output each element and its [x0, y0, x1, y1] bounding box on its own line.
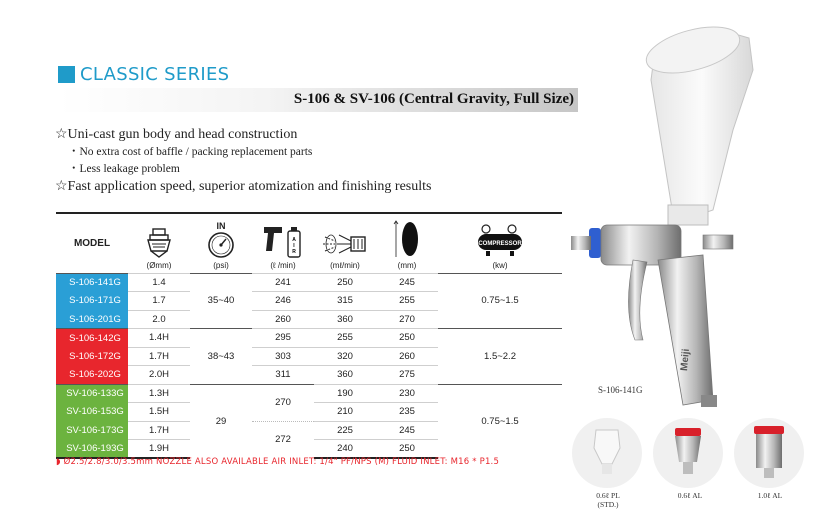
table-row	[56, 329, 562, 348]
model-cell: S-106-142G	[56, 329, 128, 348]
power-cell: 0.75~1.5	[438, 273, 562, 329]
spray-pattern-icon	[392, 219, 422, 259]
pattern-cell: 260	[376, 347, 438, 366]
fluid-output-icon	[321, 229, 369, 259]
table-row	[56, 384, 562, 403]
nozzle-icon	[143, 227, 175, 259]
model-cell: S-106-141G	[56, 273, 128, 292]
pattern-cell: 250	[376, 329, 438, 348]
fluid-cell: 360	[314, 366, 376, 385]
pressure-in-label: IN	[216, 220, 226, 231]
table-header-row	[56, 213, 562, 273]
pattern-header	[376, 213, 438, 273]
power-cell: 0.75~1.5	[438, 384, 562, 458]
svg-text:A: A	[292, 236, 296, 243]
pattern-cell: 255	[376, 292, 438, 311]
fluid-cell: 250	[314, 273, 376, 292]
compressor-label: COMPRESSOR	[478, 240, 522, 247]
pattern-cell: 235	[376, 403, 438, 422]
pattern-cell: 270	[376, 310, 438, 329]
air-consumption-icon	[260, 223, 306, 259]
nozzle-unit: (Ømm)	[146, 260, 172, 270]
title-band	[58, 88, 578, 112]
air-cell: 295	[252, 329, 314, 348]
gun-label: S-106-141G	[598, 385, 643, 395]
air-cell: 270	[252, 384, 314, 421]
air-cell: 311	[252, 366, 314, 385]
nozzle-cell: 2.0	[128, 310, 190, 329]
cup-pl-label	[588, 491, 628, 509]
fluid-cell: 320	[314, 347, 376, 366]
cup-pl-capacity: 0.6ℓ PL	[596, 491, 620, 500]
model-title: S-106 & SV-106 (Central Gravity, Full Size)	[293, 91, 574, 107]
cup-pl-std: (STD.)	[597, 500, 619, 509]
fluid-header	[314, 213, 376, 273]
cup-al-small-label: 0.6ℓ AL	[677, 491, 703, 500]
model-cell: SV-106-193G	[56, 440, 128, 459]
fluid-cell: 315	[314, 292, 376, 311]
nozzle-cell: 1.5H	[128, 403, 190, 422]
power-header	[438, 213, 562, 273]
feature-list	[55, 126, 431, 196]
svg-text:I: I	[293, 242, 295, 249]
pressure-gauge-icon	[207, 231, 235, 259]
fluid-cell: 255	[314, 329, 376, 348]
nozzle-cell: 1.9H	[128, 440, 190, 459]
air-cell: 260	[252, 310, 314, 329]
bullet-icon: ◗	[56, 457, 64, 467]
model-header: MODEL	[56, 213, 128, 273]
pressure-cell: 35~40	[190, 273, 252, 329]
air-header	[252, 213, 314, 273]
model-cell: S-106-172G	[56, 347, 128, 366]
model-cell: S-106-201G	[56, 310, 128, 329]
pressure-cell: 29	[190, 384, 252, 458]
feature-subitem: ・Less leakage problem	[68, 163, 180, 175]
pattern-cell: 230	[376, 384, 438, 403]
table-row	[56, 273, 562, 292]
pattern-cell: 275	[376, 366, 438, 385]
model-cell: SV-106-173G	[56, 421, 128, 440]
nozzle-cell: 1.7H	[128, 347, 190, 366]
pressure-header	[190, 213, 252, 273]
air-cell: 241	[252, 273, 314, 292]
fluid-unit: (mℓ/min)	[330, 260, 360, 270]
series-square-icon	[58, 66, 75, 83]
feature-item: ☆Uni-cast gun body and head construction	[55, 127, 298, 142]
power-unit: (kw)	[492, 260, 508, 270]
feature-subitem: ・No extra cost of baffle / packing replacement parts	[68, 146, 313, 158]
footer-note	[56, 457, 499, 467]
feature-item: ☆Fast application speed, superior atomization and finishing results	[55, 179, 432, 194]
pattern-unit: (mm)	[397, 260, 417, 270]
fluid-cell: 240	[314, 440, 376, 459]
nozzle-cell: 1.3H	[128, 384, 190, 403]
spec-table	[56, 212, 562, 459]
fluid-cell: 190	[314, 384, 376, 403]
gun-brand: Meiji	[679, 348, 692, 372]
cup-pl-image	[572, 418, 642, 488]
pressure-unit: (psi)	[213, 260, 229, 270]
series-title: CLASSIC SERIES	[80, 63, 230, 85]
cup-al-small-image	[653, 418, 723, 488]
fluid-cell: 210	[314, 403, 376, 422]
series-header	[58, 63, 229, 85]
air-cell: 272	[252, 421, 314, 458]
pattern-cell: 245	[376, 421, 438, 440]
model-cell: SV-106-133G	[56, 384, 128, 403]
footer-note-text: Ø2.5/2.8/3.0/3.5mm NOZZLE ALSO AVAILABLE AIR INLET: 1/4" PF/NPS (M) FLUID INLET: M16 * P1.5	[63, 457, 500, 467]
pressure-cell: 38~43	[190, 329, 252, 385]
pattern-cell: 245	[376, 273, 438, 292]
model-cell: S-106-171G	[56, 292, 128, 311]
svg-text:R: R	[292, 248, 296, 255]
fluid-cell: 360	[314, 310, 376, 329]
nozzle-cell: 1.7H	[128, 421, 190, 440]
cup-al-large-label: 1.0ℓ AL	[757, 491, 783, 500]
cup-al-large-image	[734, 418, 804, 488]
nozzle-cell: 1.4H	[128, 329, 190, 348]
power-cell: 1.5~2.2	[438, 329, 562, 385]
compressor-icon	[476, 223, 524, 259]
nozzle-header	[128, 213, 190, 273]
nozzle-cell: 2.0H	[128, 366, 190, 385]
air-cell: 246	[252, 292, 314, 311]
nozzle-cell: 1.4	[128, 273, 190, 292]
nozzle-cell: 1.7	[128, 292, 190, 311]
fluid-cell: 225	[314, 421, 376, 440]
model-cell: SV-106-153G	[56, 403, 128, 422]
air-unit: (ℓ /min)	[270, 260, 296, 270]
spray-gun-image	[563, 10, 813, 410]
pattern-cell: 250	[376, 440, 438, 459]
air-cell: 303	[252, 347, 314, 366]
model-cell: S-106-202G	[56, 366, 128, 385]
